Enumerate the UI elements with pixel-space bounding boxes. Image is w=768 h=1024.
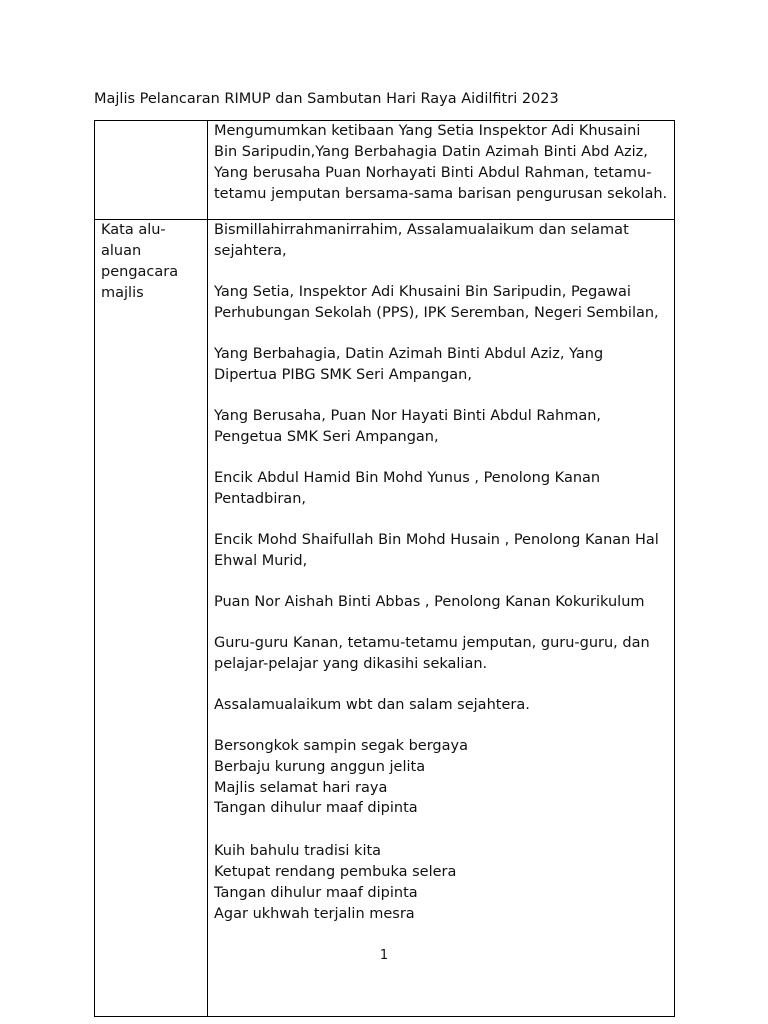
greeting-paragraph: Yang Setia, Inspektor Adi Khusaini Bin Saripudin, Pegawai Perhubungan Sekolah (PPS), IPK Seremban, Negeri Sembilan, — [214, 284, 659, 321]
row2-left-cell: Kata alu-aluan pengacara majlis — [95, 220, 208, 1017]
table-row — [95, 121, 675, 220]
program-table — [94, 120, 675, 1017]
pantun-line: Berbaju kurung anggun jelita — [214, 758, 426, 775]
greeting-paragraph: Guru-guru Kanan, tetamu-tetamu jemputan, guru-guru, dan pelajar-pelajar yang dikasihi sekalian. — [214, 635, 650, 672]
pantun-line: Kuih bahulu tradisi kita — [214, 843, 382, 860]
row1-left-cell — [95, 121, 208, 220]
greeting-paragraph: Yang Berbahagia, Datin Azimah Binti Abdul Aziz, Yang Dipertua PIBG SMK Seri Ampangan, — [214, 346, 604, 383]
document-title: Majlis Pelancaran RIMUP dan Sambutan Hari Raya Aidilfitri 2023 — [94, 91, 559, 107]
greeting-paragraph: Encik Abdul Hamid Bin Mohd Yunus , Penolong Kanan Pentadbiran, — [214, 470, 601, 507]
greeting-paragraph: Puan Nor Aishah Binti Abbas , Penolong Kanan Kokurikulum — [214, 594, 645, 610]
page-number: 1 — [379, 948, 389, 963]
row2-right-cell — [208, 220, 675, 1017]
greeting-paragraph: Encik Mohd Shaifullah Bin Mohd Husain , Penolong Kanan Hal Ehwal Murid, — [214, 532, 659, 569]
greeting-paragraph: Bismillahirrahmanirrahim, Assalamualaikum dan selamat sejahtera, — [214, 222, 629, 259]
pantun-line: Majlis selamat hari raya — [214, 779, 388, 796]
pantun-line: Tangan dihulur maaf dipinta — [214, 884, 418, 901]
row1-right-cell: Mengumumkan ketibaan Yang Setia Inspektor Adi Khusaini Bin Saripudin,Yang Berbahagia Datin Azimah Binti Abd Aziz, Yang berusaha Puan Norhayati Binti Abdul Rahman, tetamu-tetamu jemputan bersama-sama barisan pengurusan sekolah. — [208, 121, 675, 220]
pantun-stanza-2 — [214, 841, 668, 924]
table-row — [95, 220, 675, 1017]
pantun-line: Bersongkok sampin segak bergaya — [214, 738, 468, 754]
pantun-line: Agar ukhwah terjalin mesra — [214, 905, 415, 922]
pantun-stanza-1 — [214, 736, 668, 819]
pantun-line: Ketupat rendang pembuka selera — [214, 863, 457, 880]
greeting-paragraph: Yang Berusaha, Puan Nor Hayati Binti Abdul Rahman, Pengetua SMK Seri Ampangan, — [214, 408, 602, 445]
pantun-line: Tangan dihulur maaf dipinta — [214, 800, 418, 817]
greeting-paragraph: Assalamualaikum wbt dan salam sejahtera. — [214, 697, 530, 713]
